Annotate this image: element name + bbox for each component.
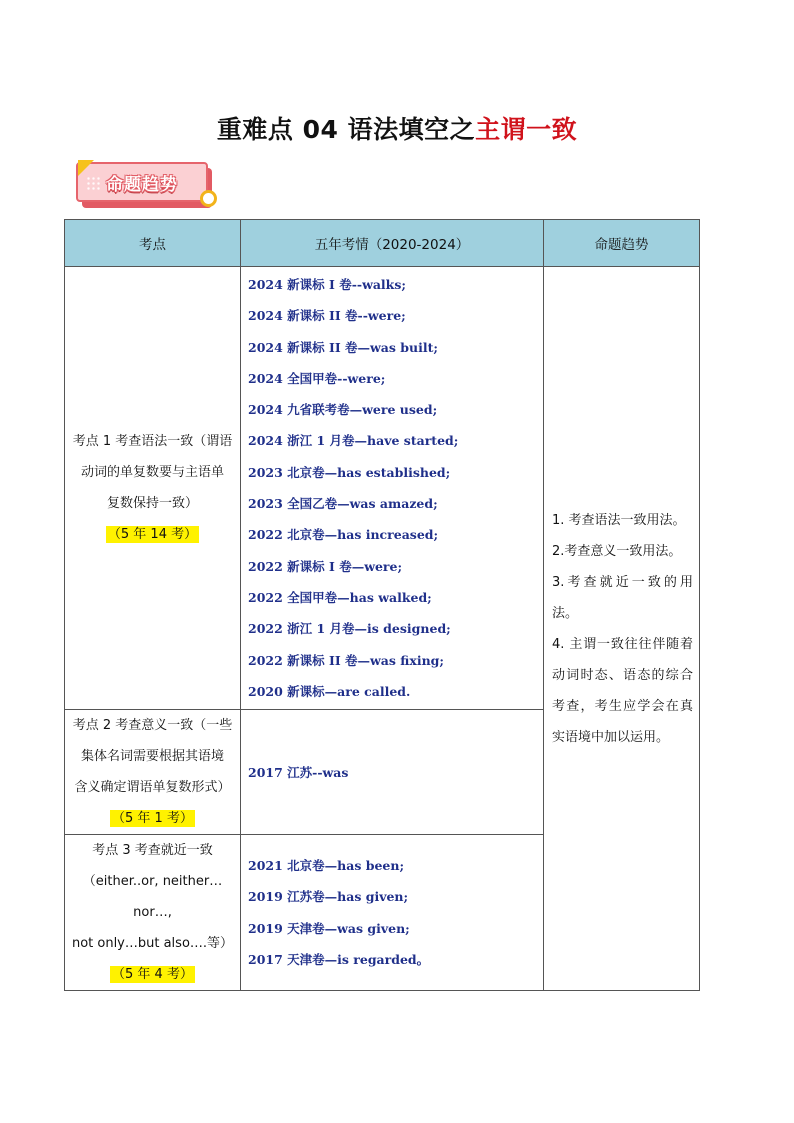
title-accent: 主谓一致 bbox=[475, 115, 578, 144]
exam-entry: 2017 天津卷—is regarded。 bbox=[248, 951, 430, 967]
exam-entry: 2019 江苏卷—has given; bbox=[248, 889, 409, 905]
point-line: （either..or, neither…nor…, bbox=[82, 874, 223, 921]
trend-item: 1. 考查语法一致用法。 bbox=[552, 512, 686, 528]
page-title bbox=[0, 110, 794, 146]
exam-entry: 2024 浙江 1 月卷—have started; bbox=[248, 433, 459, 449]
point-cell bbox=[65, 710, 241, 835]
entries-cell bbox=[241, 835, 544, 991]
point-line: 考点 1 考查语法一致（谓语 bbox=[72, 434, 233, 450]
exam-entry: 2020 新课标—are called. bbox=[248, 683, 411, 699]
badge-corner-triangle-icon bbox=[78, 160, 94, 176]
badge-label: 命题趋势 bbox=[76, 162, 208, 202]
exam-entry: 2022 新课标 I 卷—were; bbox=[248, 558, 403, 574]
point-cell bbox=[65, 835, 241, 991]
table-row bbox=[65, 267, 700, 710]
point-line: 考点 3 考查就近一致 bbox=[92, 843, 213, 859]
point-line: 复数保持一致） bbox=[106, 496, 198, 512]
point-line: 含义确定谓语单复数形式） bbox=[74, 780, 231, 796]
trend-item: 3.考查就近一致的用法。 bbox=[552, 574, 693, 621]
point-cell bbox=[65, 267, 241, 710]
exam-entry: 2024 全国甲卷--were; bbox=[248, 370, 386, 386]
point-line: 集体名词需要根据其语境 bbox=[80, 749, 224, 765]
exam-entry: 2021 北京卷—has been; bbox=[248, 858, 405, 874]
exam-count-badge: （5 年 1 考） bbox=[112, 811, 193, 827]
exam-count-badge: （5 年 4 考） bbox=[112, 967, 193, 983]
exam-entry: 2024 新课标 II 卷--were; bbox=[248, 308, 406, 324]
exam-entry: 2022 全国甲卷—has walked; bbox=[248, 589, 432, 605]
badge-ring-icon bbox=[200, 190, 217, 207]
exam-table bbox=[64, 219, 700, 991]
exam-entry: 2022 浙江 1 月卷—is designed; bbox=[248, 621, 451, 637]
exam-entry: 2022 北京卷—has increased; bbox=[248, 527, 439, 543]
title-main: 重难点 04 语法填空之 bbox=[216, 115, 476, 144]
entries-cell bbox=[241, 267, 544, 710]
exam-entry: 2024 新课标 II 卷—was built; bbox=[248, 339, 439, 355]
exam-entry: 2019 天津卷—was given; bbox=[248, 920, 410, 936]
point-line: 动词的单复数要与主语单 bbox=[80, 465, 224, 481]
header-point: 考点 bbox=[65, 220, 241, 267]
exam-count-badge: （5 年 14 考） bbox=[107, 527, 198, 543]
exam-entry: 2017 江苏--was bbox=[248, 764, 349, 780]
badge-dots-icon bbox=[86, 176, 102, 192]
exam-entry: 2024 九省联考卷—were used; bbox=[248, 402, 438, 418]
table-header-row bbox=[65, 220, 700, 267]
point-line: not only…but also….等） bbox=[71, 936, 234, 952]
exam-entry: 2023 北京卷—has established; bbox=[248, 464, 451, 480]
section-badge bbox=[76, 160, 218, 212]
exam-entry: 2023 全国乙卷—was amazed; bbox=[248, 496, 438, 512]
header-years: 五年考情（2020-2024） bbox=[241, 220, 544, 267]
entries-cell bbox=[241, 710, 544, 835]
header-trend: 命题趋势 bbox=[544, 220, 700, 267]
trend-cell bbox=[544, 267, 700, 991]
trend-item: 2.考查意义一致用法。 bbox=[552, 543, 682, 559]
trend-item: 4. 主谓一致往往伴随着动词时态、语态的综合考查，考生应学会在真实语境中加以运用。 bbox=[552, 636, 693, 745]
exam-entry: 2022 新课标 II 卷—was fixing; bbox=[248, 652, 445, 668]
exam-entry: 2024 新课标 I 卷--walks; bbox=[248, 277, 406, 292]
point-line: 考点 2 考查意义一致（一些 bbox=[72, 718, 233, 734]
